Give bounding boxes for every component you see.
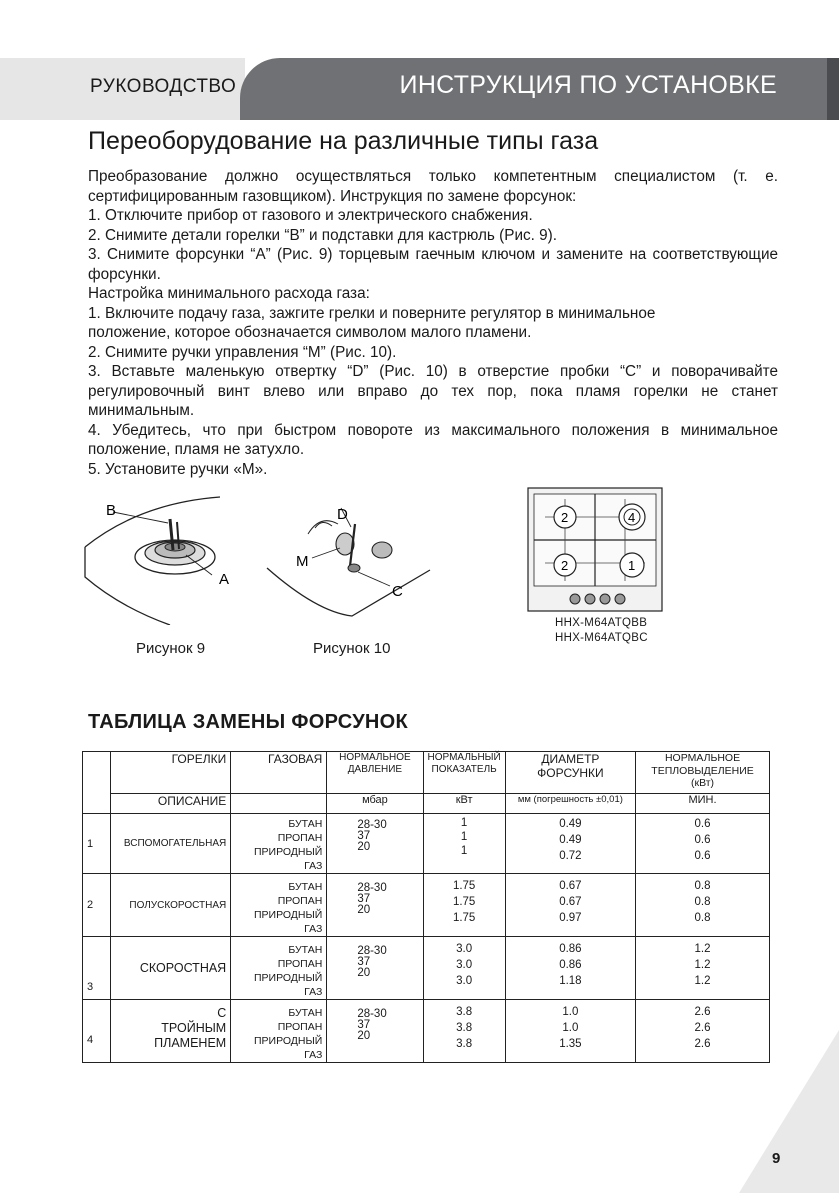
- header-num-cell: [83, 752, 111, 814]
- min-step-ignite: 1. Включите подачу газа, зажгите грелки и поверните регулятор в минимальное: [88, 304, 656, 322]
- header-section-label: РУКОВОДСТВО: [90, 76, 237, 97]
- index-propane: 3.0: [456, 959, 473, 971]
- heat-natural: 0.8: [694, 912, 711, 924]
- table-row-burner-3: [83, 937, 770, 1000]
- page-corner-decoration: [739, 1030, 839, 1193]
- pressure-propane: 37: [357, 830, 371, 842]
- gas-butane: БУТАН: [288, 944, 323, 956]
- header-heat: НОРМАЛЬНОЕ ТЕПЛОВЫДЕЛЕНИЕ (кВт): [636, 752, 770, 794]
- heat-natural: 1.2: [694, 975, 711, 987]
- index-propane: 1.75: [452, 896, 476, 908]
- index-values: [423, 1000, 505, 1063]
- hob-burner-label-front-left: 2: [561, 558, 569, 573]
- min-step-remove-knobs: 2. Снимите ручки управления “M” (Рис. 10).: [88, 343, 397, 361]
- heat-values: [636, 937, 770, 1000]
- diameter-natural: 0.97: [559, 912, 582, 924]
- pressure-propane: 37: [357, 956, 371, 968]
- burner-name: ВСПОМОГАТЕЛЬНАЯ: [111, 814, 231, 874]
- heat-natural: 0.6: [694, 850, 711, 862]
- pressure-butane: 28-30: [357, 819, 387, 831]
- subheader-index-unit: кВт: [423, 794, 505, 814]
- heat-butane: 1.2: [694, 943, 711, 955]
- row-number: 3: [83, 937, 111, 1000]
- index-natural: 1.75: [452, 912, 476, 924]
- diameter-natural: 0.72: [559, 850, 582, 862]
- header-edge-strip: [827, 58, 839, 120]
- diameter-butane: 0.67: [559, 880, 582, 892]
- hob-layout-diagram: [527, 487, 663, 612]
- page-number: 9: [772, 1150, 781, 1167]
- burner-name: С ТРОЙНЫМ ПЛАМЕНЕМ: [111, 1000, 231, 1063]
- table-header-row: [83, 752, 770, 794]
- fig9-label-a: A: [219, 571, 230, 588]
- index-butane: 3.8: [456, 1006, 473, 1018]
- figure-10-knob-drawing: [262, 500, 432, 618]
- subheader-diameter-unit: мм (погрешность ±0,01): [505, 794, 635, 814]
- gas-types: [231, 814, 327, 874]
- diameter-propane: 0.49: [559, 834, 582, 846]
- injector-table: [82, 751, 770, 1063]
- hob-burner-label-front-right: 1: [628, 558, 636, 573]
- heat-natural: 2.6: [694, 1038, 711, 1050]
- index-butane: 1: [460, 817, 468, 829]
- header-chapter-title: ИНСТРУКЦИЯ ПО УСТАНОВКЕ: [399, 71, 777, 99]
- step-replace-injectors: 3. Снимите форсунки “A” (Рис. 9) торцевым гаечным ключом и замените на соответствующие форсунки.: [88, 246, 778, 283]
- pressure-butane: 28-30: [357, 1008, 387, 1020]
- heat-propane: 0.8: [694, 896, 711, 908]
- gas-natural: ПРИРОДНЫЙ ГАЗ: [253, 1035, 323, 1061]
- gas-butane: БУТАН: [288, 818, 323, 830]
- burner-name: ПОЛУСКОРОСТНАЯ: [111, 874, 231, 937]
- subheader-pressure-unit: мбар: [327, 794, 423, 814]
- index-natural: 3.8: [456, 1038, 473, 1050]
- hob-burner-label-rear-right: 4: [628, 510, 636, 525]
- index-values: [423, 937, 505, 1000]
- page-title: Переоборудование на различные типы газа: [88, 127, 599, 155]
- row-number: 4: [83, 1000, 111, 1063]
- intro-paragraph: Преобразование должно осуществляться только компетентным специалистом (т. е. сертифицированным газовщиком). Инструкция по замене форсунок:: [88, 168, 778, 205]
- gas-propane: ПРОПАН: [277, 1021, 323, 1033]
- diameter-butane: 0.49: [559, 818, 582, 830]
- index-propane: 3.8: [456, 1022, 473, 1034]
- fig9-caption: Рисунок 9: [136, 640, 206, 657]
- gas-propane: ПРОПАН: [277, 895, 323, 907]
- index-butane: 3.0: [456, 943, 473, 955]
- step-remove-burner: 2. Снимите детали горелки “B” и подставки для кастрюль (Рис. 9).: [88, 226, 557, 244]
- gas-natural: ПРИРОДНЫЙ ГАЗ: [253, 972, 323, 998]
- table-subheader-row: [83, 794, 770, 814]
- gas-types: [231, 1000, 327, 1063]
- heat-propane: 1.2: [694, 959, 711, 971]
- diameter-natural: 1.35: [559, 1038, 582, 1050]
- index-natural: 1: [460, 845, 468, 857]
- table-title: ТАБЛИЦА ЗАМЕНЫ ФОРСУНОК: [88, 711, 409, 733]
- header-index: НОРМАЛЬНЫЙ ПОКАЗАТЕЛЬ: [423, 752, 505, 794]
- min-flow-heading: Настройка минимального расхода газа:: [88, 285, 370, 302]
- hob-model-2: HHX-M64ATQBC: [555, 632, 648, 644]
- heat-propane: 2.6: [694, 1022, 711, 1034]
- gas-natural: ПРИРОДНЫЙ ГАЗ: [253, 846, 323, 872]
- min-step-ignite-cont: положение, которое обозначается символом малого пламени.: [88, 324, 532, 341]
- pressure-natural: 20: [357, 1030, 371, 1042]
- gas-types: [231, 937, 327, 1000]
- gas-propane: ПРОПАН: [277, 958, 323, 970]
- header-pressure: НОРМАЛЬНОЕ ДАВЛЕНИЕ: [327, 752, 423, 794]
- heat-butane: 2.6: [694, 1006, 711, 1018]
- diameter-natural: 1.18: [559, 975, 582, 987]
- row-number: 1: [83, 814, 111, 874]
- diameter-propane: 1.0: [562, 1022, 579, 1034]
- pressure-propane: 37: [357, 893, 371, 905]
- min-step-refit-knobs: 5. Установите ручки «M».: [88, 460, 268, 478]
- header-burners: ГОРЕЛКИ: [111, 752, 231, 794]
- gas-butane: БУТАН: [288, 881, 323, 893]
- subheader-heat-unit: МИН.: [636, 794, 770, 814]
- figure-9-burner-drawing: [80, 495, 250, 625]
- diameter-butane: 1.0: [562, 1006, 579, 1018]
- gas-butane: БУТАН: [288, 1007, 323, 1019]
- pressures: [327, 937, 423, 1000]
- table-row-burner-2: [83, 874, 770, 937]
- diameter-values: [505, 937, 635, 1000]
- table-row-burner-1: [83, 814, 770, 874]
- diameter-propane: 0.86: [559, 959, 582, 971]
- index-values: [423, 874, 505, 937]
- diameter-values: [505, 814, 635, 874]
- table-row-burner-4: [83, 1000, 770, 1063]
- hob-model-1: HHX-M64ATQBB: [555, 617, 648, 629]
- pressures: [327, 874, 423, 937]
- step-disconnect: 1. Отключите прибор от газового и электрического снабжения.: [88, 207, 533, 224]
- diameter-propane: 0.67: [559, 896, 582, 908]
- index-butane: 1.75: [452, 880, 476, 892]
- pressure-propane: 37: [357, 1019, 371, 1031]
- heat-values: [636, 814, 770, 874]
- fig10-caption: Рисунок 10: [313, 640, 391, 657]
- pressures: [327, 1000, 423, 1063]
- fig10-label-c: C: [392, 583, 403, 600]
- instructions-body: [88, 167, 778, 479]
- diameter-values: [505, 874, 635, 937]
- fig9-label-b: B: [106, 502, 117, 519]
- pressure-natural: 20: [357, 904, 371, 916]
- index-propane: 1: [460, 831, 468, 843]
- pressure-natural: 20: [357, 967, 371, 979]
- gas-propane: ПРОПАН: [277, 832, 323, 844]
- min-step-screwdriver: 3. Вставьте маленькую отвертку “D” (Рис. 10) в отверстие пробки “C” и поворачивайте регулировочный винт влево или вправо до тех пор, пока пламя горелки не станет минимальным.: [88, 363, 778, 419]
- heat-butane: 0.6: [694, 818, 711, 830]
- row-number: 2: [83, 874, 111, 937]
- index-values: [423, 814, 505, 874]
- pressure-butane: 28-30: [357, 882, 387, 894]
- pressure-natural: 20: [357, 841, 371, 853]
- diameter-butane: 0.86: [559, 943, 582, 955]
- pressure-butane: 28-30: [357, 945, 387, 957]
- index-natural: 3.0: [456, 975, 473, 987]
- heat-propane: 0.6: [694, 834, 711, 846]
- min-step-check: 4. Убедитесь, что при быстром повороте из максимального положения в минимальное положение, пламя не затухло.: [88, 421, 778, 458]
- diameter-values: [505, 1000, 635, 1063]
- heat-values: [636, 874, 770, 937]
- hob-burner-label-rear-left: 2: [561, 510, 569, 525]
- gas-types: [231, 874, 327, 937]
- burner-name: СКОРОСТНАЯ: [111, 937, 231, 1000]
- subheader-description: ОПИСАНИЕ: [111, 794, 231, 814]
- subheader-gas-empty: [231, 794, 327, 814]
- fig10-label-d: D: [337, 506, 348, 523]
- fig10-label-m: M: [296, 553, 309, 570]
- gas-natural: ПРИРОДНЫЙ ГАЗ: [253, 909, 323, 935]
- pressures: [327, 814, 423, 874]
- header-diameter: ДИАМЕТР ФОРСУНКИ: [505, 752, 635, 794]
- header-gas: ГАЗОВАЯ: [231, 752, 327, 794]
- heat-butane: 0.8: [694, 880, 711, 892]
